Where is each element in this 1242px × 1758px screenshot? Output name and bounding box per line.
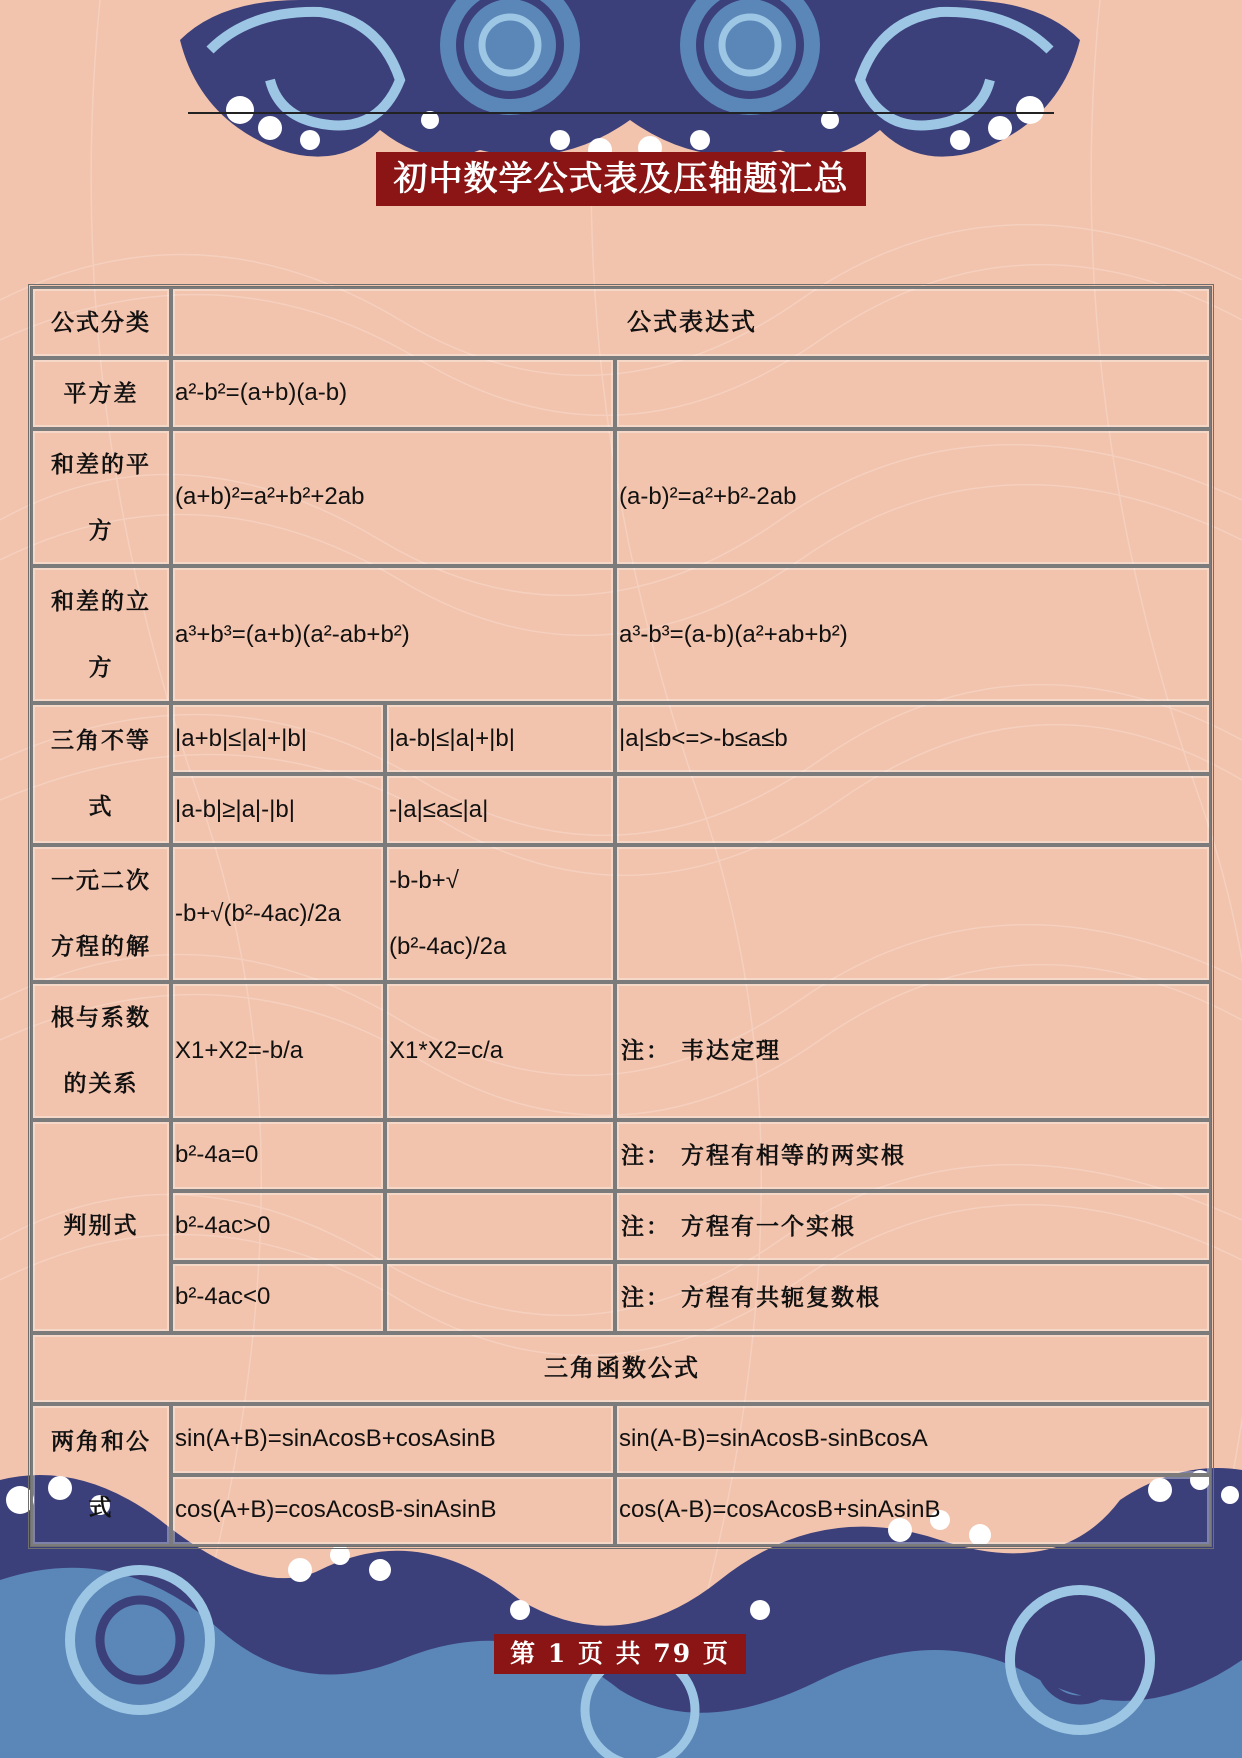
formula-cell: -b+√(b²-4ac)/2a [171, 845, 385, 982]
formula-cell: (a+b)²=a²+b²+2ab [171, 429, 615, 566]
formula-cell: a³+b³=(a+b)(a²-ab+b²) [171, 566, 615, 703]
formula-cell: |a-b|≤|a|+|b| [385, 703, 615, 774]
formula-cell [615, 845, 1211, 982]
formula-cell: cos(A+B)=cosAcosB-sinAsinB [171, 1475, 615, 1546]
category-cell: 三角不等式 [31, 703, 171, 845]
formula-cell: cos(A-B)=cosAcosB+sinAsinB [615, 1475, 1211, 1546]
formula-cell: X1*X2=c/a [385, 982, 615, 1119]
formula-cell [615, 358, 1211, 429]
category-cell: 两角和公式 [31, 1404, 171, 1546]
page-number-label: 第 1 页 共 79 页 [494, 1634, 746, 1674]
formula-cell: b²-4ac<0 [171, 1262, 385, 1333]
formula-cell: b²-4a=0 [171, 1120, 385, 1191]
formula-cell [615, 774, 1211, 845]
formula-cell: |a-b|≥|a|-|b| [171, 774, 385, 845]
category-cell: 和差的立方 [31, 566, 171, 703]
section-title: 三角函数公式 [31, 1333, 1211, 1404]
header-category: 公式分类 [31, 287, 171, 358]
note-cell: 注： 方程有共轭复数根 [615, 1262, 1211, 1333]
formula-cell [385, 1191, 615, 1262]
category-cell: 判别式 [31, 1120, 171, 1333]
formula-cell: (a-b)²=a²+b²-2ab [615, 429, 1211, 566]
note-cell: 注： 韦达定理 [615, 982, 1211, 1119]
formula-cell: |a+b|≤|a|+|b| [171, 703, 385, 774]
formula-cell: sin(A-B)=sinAcosB-sinBcosA [615, 1404, 1211, 1475]
formula-table [28, 284, 1214, 1549]
formula-cell: |a|≤b<=>-b≤a≤b [615, 703, 1211, 774]
note-cell: 注： 方程有一个实根 [615, 1191, 1211, 1262]
formula-cell [385, 1262, 615, 1333]
note-cell: 注： 方程有相等的两实根 [615, 1120, 1211, 1191]
category-cell: 平方差 [31, 358, 171, 429]
header-expression: 公式表达式 [171, 287, 1211, 358]
formula-cell: X1+X2=-b/a [171, 982, 385, 1119]
title-rule [188, 112, 1054, 114]
formula-cell: a³-b³=(a-b)(a²+ab+b²) [615, 566, 1211, 703]
formula-cell: sin(A+B)=sinAcosB+cosAsinB [171, 1404, 615, 1475]
formula-cell: a²-b²=(a+b)(a-b) [171, 358, 615, 429]
category-cell: 一元二次方程的解 [31, 845, 171, 982]
formula-cell: -|a|≤a≤|a| [385, 774, 615, 845]
category-cell: 和差的平方 [31, 429, 171, 566]
formula-cell [385, 1120, 615, 1191]
formula-cell: b²-4ac>0 [171, 1191, 385, 1262]
document-title: 初中数学公式表及压轴题汇总 [376, 152, 866, 206]
formula-cell: -b-b+√ (b²-4ac)/2a [385, 845, 615, 982]
category-cell: 根与系数的关系 [31, 982, 171, 1119]
